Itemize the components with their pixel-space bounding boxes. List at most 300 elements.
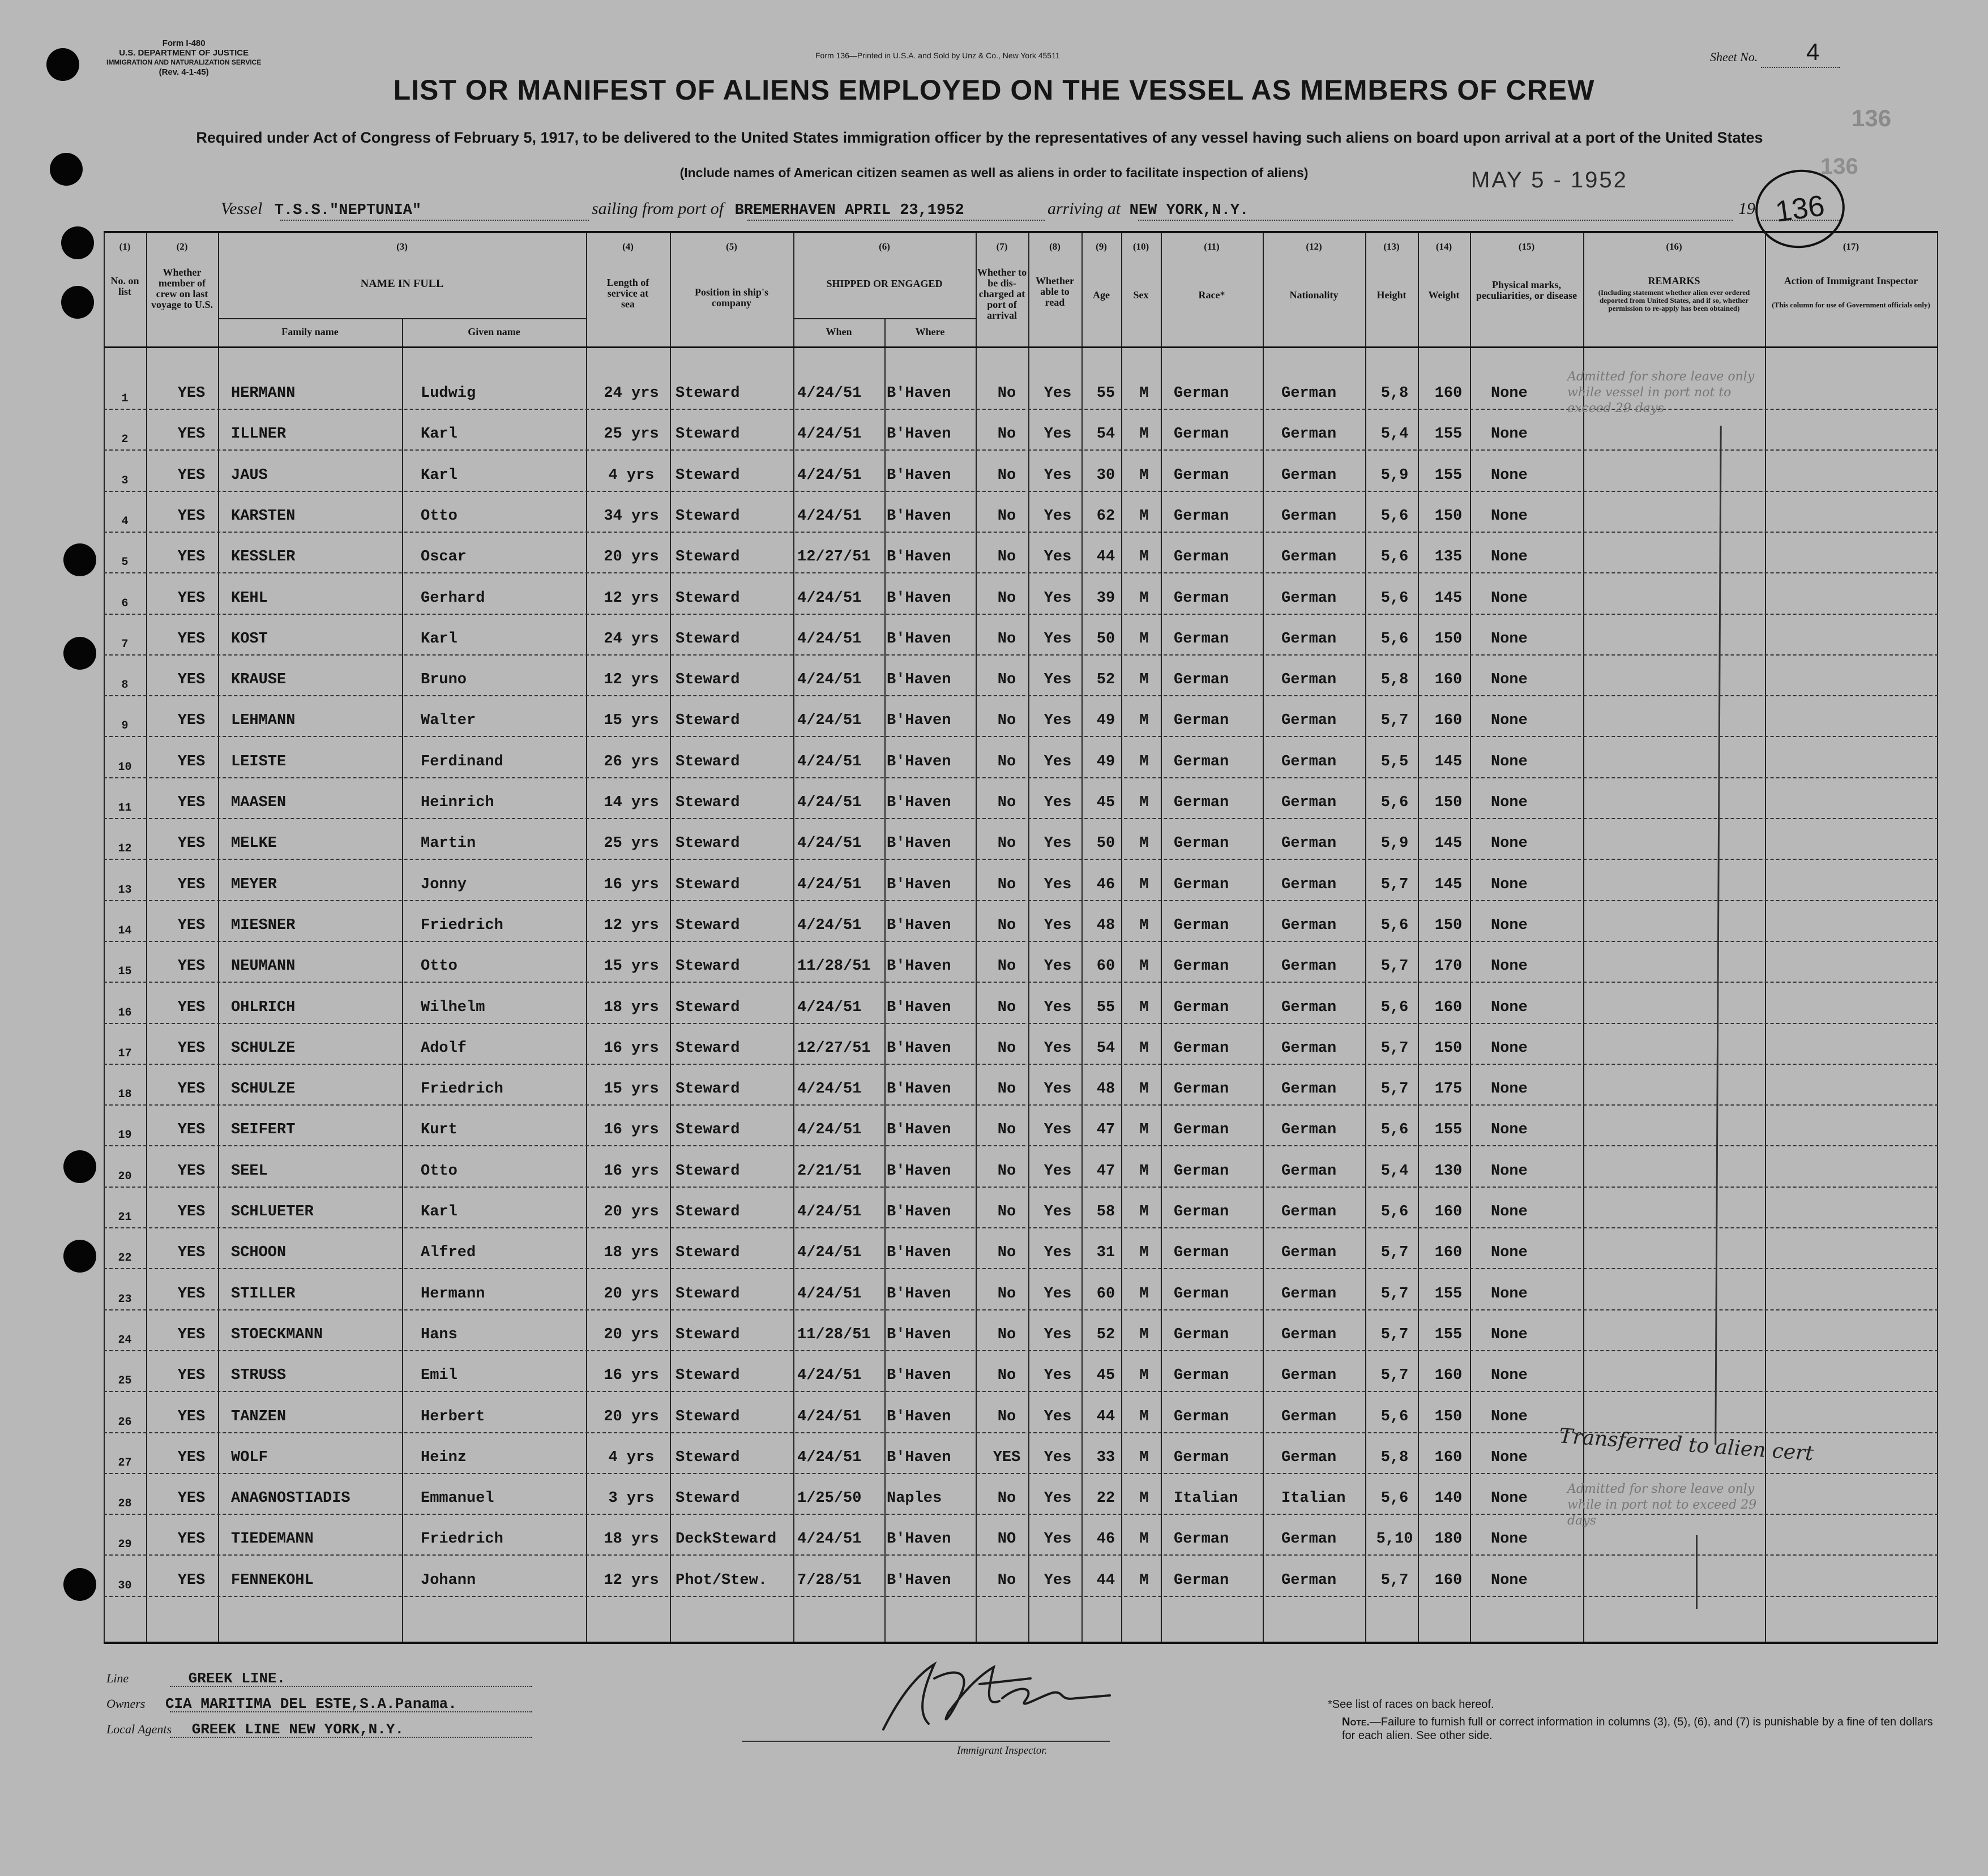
cell-race: German: [1174, 589, 1229, 607]
cell-shipped-where: B'Haven: [887, 549, 951, 566]
cell-height: 5,10: [1376, 1531, 1413, 1548]
cell-physical-marks: None: [1491, 958, 1528, 975]
cell-race: German: [1174, 1244, 1229, 1262]
cell-row-number: 4: [121, 515, 129, 528]
cell-physical-marks: None: [1491, 1081, 1528, 1098]
cell-crew-last-voyage: YES: [177, 1490, 206, 1507]
cell-shipped-when: 4/24/51: [797, 589, 862, 607]
cell-race: German: [1174, 385, 1229, 402]
cell-weight: 145: [1434, 753, 1463, 770]
col-number: (3): [396, 241, 408, 252]
cell-physical-marks: None: [1491, 1408, 1528, 1425]
cell-nationality: Italian: [1281, 1490, 1346, 1507]
col-number: (4): [622, 241, 634, 252]
cell-family-name: SCHULZE: [231, 1039, 296, 1057]
cell-crew-last-voyage: YES: [177, 1326, 206, 1343]
cell-discharged: No: [997, 1367, 1016, 1385]
table-row: [104, 1270, 1938, 1310]
cell-height: 5,8: [1380, 671, 1409, 689]
cell-height: 5,7: [1380, 1244, 1409, 1262]
cell-race: German: [1174, 507, 1229, 525]
cell-crew-last-voyage: YES: [177, 916, 206, 934]
remarks-annotation-transferred: Transferred to alien cert: [1558, 1424, 1815, 1466]
form-number: Form I-480: [162, 38, 206, 48]
cell-family-name: KARSTEN: [231, 507, 296, 525]
cell-able-to-read: Yes: [1044, 1039, 1072, 1057]
cell-shipped-where: B'Haven: [887, 426, 951, 443]
cell-length-of-service: 12 yrs: [604, 589, 659, 607]
cell-family-name: TANZEN: [231, 1408, 287, 1425]
binder-hole: [63, 1150, 96, 1183]
col-number: (10): [1132, 241, 1149, 252]
header-remarks-note: (Including statement whether alien ever ordered deported from United States, and if so, whether permission to re-apply has been obtained): [1598, 288, 1750, 312]
cell-able-to-read: Yes: [1044, 1449, 1072, 1466]
cell-nationality: German: [1281, 999, 1337, 1016]
cell-length-of-service: 12 yrs: [604, 1571, 659, 1589]
cell-sex: M: [1139, 1449, 1149, 1466]
header-physical-marks: Physical marks, peculiarities, or disease: [1476, 279, 1577, 301]
cell-shipped-where: B'Haven: [887, 1121, 951, 1139]
header-remarks: REMARKS: [1648, 275, 1700, 286]
cell-length-of-service: 25 yrs: [604, 835, 659, 853]
inspector-signature: [849, 1644, 1121, 1741]
cell-shipped-when: 11/28/51: [797, 958, 871, 975]
cell-race: German: [1174, 753, 1229, 770]
cell-height: 5,7: [1380, 1326, 1409, 1343]
cell-race: German: [1174, 426, 1229, 443]
header-nationality: Nationality: [1289, 289, 1339, 301]
cell-given-name: Hans: [421, 1326, 458, 1343]
note-label: Note.: [1342, 1716, 1370, 1728]
cell-row-number: 15: [118, 965, 132, 979]
cell-position: Steward: [676, 1449, 740, 1466]
header-weight: Weight: [1428, 289, 1460, 301]
cell-given-name: Adolf: [421, 1039, 467, 1057]
cell-discharged: No: [997, 589, 1016, 607]
cell-able-to-read: Yes: [1044, 1203, 1072, 1220]
cell-age: 44: [1096, 549, 1115, 566]
cell-length-of-service: 15 yrs: [604, 712, 659, 730]
cell-length-of-service: 20 yrs: [604, 1408, 659, 1425]
cell-shipped-when: 4/24/51: [797, 1367, 862, 1385]
cell-nationality: German: [1281, 549, 1337, 566]
cell-physical-marks: None: [1491, 999, 1528, 1016]
cell-shipped-where: B'Haven: [887, 1285, 951, 1303]
cell-able-to-read: Yes: [1044, 1285, 1072, 1303]
cell-shipped-when: 12/27/51: [797, 549, 871, 566]
cell-physical-marks: None: [1491, 671, 1528, 689]
cell-sex: M: [1139, 876, 1149, 893]
col-number: (11): [1204, 241, 1220, 252]
cell-race: German: [1174, 835, 1229, 853]
sheet-number-label: Sheet No.: [1710, 50, 1758, 64]
cell-discharged: No: [997, 835, 1016, 853]
cell-weight: 160: [1434, 1449, 1463, 1466]
cell-row-number: 20: [118, 1170, 132, 1183]
cell-shipped-where: B'Haven: [887, 916, 951, 934]
cell-age: 50: [1096, 835, 1115, 853]
cell-discharged: No: [997, 1081, 1016, 1098]
cell-physical-marks: None: [1491, 835, 1528, 853]
cell-age: 54: [1096, 426, 1115, 443]
crew-table: [104, 231, 1938, 1644]
cell-given-name: Herbert: [421, 1408, 485, 1425]
cell-physical-marks: None: [1491, 1162, 1528, 1180]
cell-row-number: 11: [118, 802, 132, 815]
cell-sex: M: [1139, 507, 1149, 525]
cell-discharged: No: [997, 671, 1016, 689]
cell-sex: M: [1139, 958, 1149, 975]
sailing-field: [592, 199, 964, 219]
cell-position: Steward: [676, 671, 740, 689]
cell-row-number: 29: [118, 1538, 132, 1552]
cell-race: German: [1174, 876, 1229, 893]
cell-nationality: German: [1281, 1531, 1337, 1548]
cell-row-number: 10: [118, 760, 132, 774]
year-label: 19: [1738, 199, 1755, 218]
cell-race: German: [1174, 1571, 1229, 1589]
col-number: (5): [726, 241, 737, 252]
cell-physical-marks: None: [1491, 916, 1528, 934]
cell-given-name: Emmanuel: [421, 1490, 494, 1507]
cell-crew-last-voyage: YES: [177, 753, 206, 770]
cell-physical-marks: None: [1491, 712, 1528, 730]
cell-height: 5,7: [1380, 712, 1409, 730]
cell-row-number: 13: [118, 883, 132, 897]
cell-position: Steward: [676, 1121, 740, 1139]
cell-given-name: Walter: [421, 712, 476, 730]
cell-race: German: [1174, 630, 1229, 648]
cell-nationality: German: [1281, 1571, 1337, 1589]
cell-race: German: [1174, 1531, 1229, 1548]
cell-family-name: SCHLUETER: [231, 1203, 314, 1220]
department-name: U.S. DEPARTMENT OF JUSTICE: [119, 48, 249, 58]
footer-owners-field: [106, 1695, 457, 1712]
binder-hole: [63, 1240, 96, 1273]
cell-length-of-service: 18 yrs: [604, 1531, 659, 1548]
page-number-stamp-faded: 136: [1820, 154, 1858, 179]
cell-age: 60: [1096, 1285, 1115, 1303]
cell-nationality: German: [1281, 1203, 1337, 1220]
cell-family-name: STRUSS: [231, 1367, 287, 1385]
cell-age: 48: [1096, 916, 1115, 934]
header-age: Age: [1093, 289, 1110, 301]
cell-age: 45: [1096, 794, 1115, 811]
cell-height: 5,4: [1380, 426, 1409, 443]
cell-crew-last-voyage: YES: [177, 507, 206, 525]
cell-able-to-read: Yes: [1044, 1081, 1072, 1098]
cell-position: Steward: [676, 1285, 740, 1303]
cell-shipped-where: B'Haven: [887, 835, 951, 853]
cell-age: 58: [1096, 1203, 1115, 1220]
cell-age: 50: [1096, 630, 1115, 648]
cell-row-number: 16: [118, 1006, 132, 1020]
cell-height: 5,6: [1380, 999, 1409, 1016]
cell-physical-marks: None: [1491, 466, 1528, 484]
cell-length-of-service: 16 yrs: [604, 1367, 659, 1385]
cell-given-name: Oscar: [421, 549, 467, 566]
cell-given-name: Otto: [421, 958, 458, 975]
cell-race: German: [1174, 916, 1229, 934]
cell-able-to-read: Yes: [1044, 1531, 1072, 1548]
cell-length-of-service: 24 yrs: [604, 630, 659, 648]
line-label: Line: [106, 1671, 129, 1685]
cell-height: 5,7: [1380, 1081, 1409, 1098]
cell-shipped-where: B'Haven: [887, 958, 951, 975]
binder-hole: [63, 543, 96, 576]
cell-given-name: Martin: [421, 835, 476, 853]
cell-nationality: German: [1281, 385, 1337, 402]
cell-nationality: German: [1281, 630, 1337, 648]
header-length-service: Length of service at sea: [606, 277, 649, 310]
cell-discharged: No: [997, 1408, 1016, 1425]
cell-weight: 130: [1434, 1162, 1463, 1180]
table-row: [104, 1351, 1938, 1392]
col-number: (12): [1306, 241, 1322, 252]
cell-shipped-when: 1/25/50: [797, 1490, 862, 1507]
cell-given-name: Jonny: [421, 876, 467, 893]
cell-family-name: TIEDEMANN: [231, 1531, 314, 1548]
cell-length-of-service: 15 yrs: [604, 1081, 659, 1098]
cell-race: German: [1174, 1121, 1229, 1139]
cell-race: German: [1174, 1203, 1229, 1220]
cell-shipped-when: 4/24/51: [797, 507, 862, 525]
header-name-in-full: NAME IN FULL: [360, 277, 444, 290]
cell-height: 5,6: [1380, 1490, 1409, 1507]
header-position: Position in ship's company: [694, 286, 769, 309]
cell-position: Steward: [676, 876, 740, 893]
cell-discharged: No: [997, 794, 1016, 811]
cell-physical-marks: None: [1491, 507, 1528, 525]
cell-crew-last-voyage: YES: [177, 876, 206, 893]
cell-given-name: Johann: [421, 1571, 476, 1589]
cell-row-number: 21: [118, 1211, 132, 1224]
cell-age: 47: [1096, 1121, 1115, 1139]
cell-sex: M: [1139, 1039, 1149, 1057]
cell-nationality: German: [1281, 794, 1337, 811]
cell-height: 5,7: [1380, 1571, 1409, 1589]
cell-nationality: German: [1281, 1162, 1337, 1180]
header-discharged: Whether to be dis-charged at port of arrival: [977, 267, 1027, 321]
line-value: GREEK LINE.: [188, 1670, 286, 1687]
cell-nationality: German: [1281, 1449, 1337, 1466]
cell-able-to-read: Yes: [1044, 1490, 1072, 1507]
page-number-stamp: 136: [1852, 105, 1892, 131]
cell-crew-last-voyage: YES: [177, 1244, 206, 1262]
cell-sex: M: [1139, 916, 1149, 934]
cell-sex: M: [1139, 753, 1149, 770]
cell-row-number: 19: [118, 1129, 132, 1142]
cell-crew-last-voyage: YES: [177, 1449, 206, 1466]
table-row: [104, 615, 1938, 656]
cell-nationality: German: [1281, 1367, 1337, 1385]
cell-weight: 145: [1434, 835, 1463, 853]
cell-given-name: Karl: [421, 466, 458, 484]
cell-weight: 160: [1434, 999, 1463, 1016]
cell-age: 45: [1096, 1367, 1115, 1385]
cell-position: Steward: [676, 1244, 740, 1262]
cell-row-number: 23: [118, 1292, 132, 1306]
cell-able-to-read: Yes: [1044, 835, 1072, 853]
cell-discharged: No: [997, 630, 1016, 648]
cell-crew-last-voyage: YES: [177, 589, 206, 607]
cell-row-number: 14: [118, 924, 132, 937]
binder-hole: [61, 226, 94, 259]
cell-position: Phot/Stew.: [676, 1571, 768, 1589]
cell-able-to-read: Yes: [1044, 753, 1072, 770]
cell-shipped-where: B'Haven: [887, 1081, 951, 1098]
table-row: [104, 860, 1938, 901]
cell-length-of-service: 4 yrs: [608, 1449, 655, 1466]
cell-shipped-when: 4/24/51: [797, 1408, 862, 1425]
cell-discharged: No: [997, 712, 1016, 730]
header-race: Race*: [1198, 289, 1225, 301]
cell-shipped-where: B'Haven: [887, 1203, 951, 1220]
cell-weight: 155: [1434, 1326, 1463, 1343]
cell-length-of-service: 20 yrs: [604, 549, 659, 566]
cell-race: Italian: [1174, 1490, 1238, 1507]
cell-physical-marks: None: [1491, 589, 1528, 607]
cell-sex: M: [1139, 1408, 1149, 1425]
cell-physical-marks: None: [1491, 630, 1528, 648]
table-row: [104, 696, 1938, 737]
remarks-annotation-shore-leave: Admitted for shore leave only while vessel in port not to exceed 29 days: [1567, 370, 1755, 416]
cell-height: 5,6: [1380, 1121, 1409, 1139]
circled-page-number: 136: [1750, 164, 1850, 254]
cell-age: 39: [1096, 589, 1115, 607]
cell-sex: M: [1139, 835, 1149, 853]
cell-sex: M: [1139, 1531, 1149, 1548]
cell-weight: 160: [1434, 1244, 1463, 1262]
cell-physical-marks: None: [1491, 1039, 1528, 1057]
cell-age: 44: [1096, 1571, 1115, 1589]
cell-able-to-read: Yes: [1044, 1367, 1072, 1385]
cell-discharged: No: [997, 1244, 1016, 1262]
cell-height: 5,7: [1380, 1367, 1409, 1385]
cell-position: Steward: [676, 753, 740, 770]
cell-physical-marks: None: [1491, 753, 1528, 770]
table-row: [104, 1556, 1938, 1597]
cell-length-of-service: 16 yrs: [604, 1121, 659, 1139]
cell-shipped-when: 4/24/51: [797, 1203, 862, 1220]
cell-nationality: German: [1281, 671, 1337, 689]
cell-position: Steward: [676, 999, 740, 1016]
cell-shipped-when: 4/24/51: [797, 426, 862, 443]
cell-weight: 150: [1434, 1408, 1463, 1425]
cell-crew-last-voyage: YES: [177, 1408, 206, 1425]
cell-height: 5,8: [1380, 1449, 1409, 1466]
cell-shipped-where: B'Haven: [887, 1244, 951, 1262]
cell-length-of-service: 25 yrs: [604, 426, 659, 443]
cell-length-of-service: 20 yrs: [604, 1285, 659, 1303]
cell-shipped-when: 4/24/51: [797, 1081, 862, 1098]
cell-height: 5,7: [1380, 876, 1409, 893]
cell-given-name: Gerhard: [421, 589, 485, 607]
vessel-label: Vessel: [221, 199, 263, 218]
cell-crew-last-voyage: YES: [177, 385, 206, 402]
cell-age: 33: [1096, 1449, 1115, 1466]
cell-nationality: German: [1281, 916, 1337, 934]
cell-sex: M: [1139, 1162, 1149, 1180]
cell-family-name: WOLF: [231, 1449, 268, 1466]
cell-sex: M: [1139, 1326, 1149, 1343]
cell-height: 5,6: [1380, 794, 1409, 811]
cell-able-to-read: Yes: [1044, 630, 1072, 648]
cell-sex: M: [1139, 426, 1149, 443]
cell-physical-marks: None: [1491, 1449, 1528, 1466]
cell-discharged: No: [997, 1326, 1016, 1343]
cell-given-name: Bruno: [421, 671, 467, 689]
cell-nationality: German: [1281, 835, 1337, 853]
cell-shipped-when: 4/24/51: [797, 835, 862, 853]
cell-given-name: Hermann: [421, 1285, 485, 1303]
cell-weight: 160: [1434, 671, 1463, 689]
header-height: Height: [1376, 289, 1406, 301]
cell-position: Steward: [676, 630, 740, 648]
cell-shipped-where: B'Haven: [887, 753, 951, 770]
cell-nationality: German: [1281, 958, 1337, 975]
cell-race: German: [1174, 1039, 1229, 1057]
cell-weight: 180: [1434, 1531, 1463, 1548]
cell-able-to-read: Yes: [1044, 1121, 1072, 1139]
cell-family-name: JAUS: [231, 466, 268, 484]
cell-able-to-read: Yes: [1044, 549, 1072, 566]
cell-position: Steward: [676, 1039, 740, 1057]
cell-position: Steward: [676, 1490, 740, 1507]
col-number: (7): [996, 241, 1008, 252]
cell-age: 49: [1096, 712, 1115, 730]
cell-given-name: Kurt: [421, 1121, 458, 1139]
cell-able-to-read: Yes: [1044, 1408, 1072, 1425]
cell-able-to-read: Yes: [1044, 1244, 1072, 1262]
col-number: (15): [1518, 241, 1535, 252]
cell-length-of-service: 20 yrs: [604, 1326, 659, 1343]
cell-race: German: [1174, 958, 1229, 975]
cell-shipped-where: B'Haven: [887, 385, 951, 402]
col-number: (16): [1666, 241, 1682, 252]
cell-sex: M: [1139, 1490, 1149, 1507]
subtitle: Required under Act of Congress of February 5, 1917, to be delivered to the United States immigration officer by the representatives of any vessel having such aliens on board upon arrival at a port of the United States: [196, 129, 1763, 146]
cell-shipped-when: 4/24/51: [797, 466, 862, 484]
cell-given-name: Alfred: [421, 1244, 476, 1262]
cell-able-to-read: Yes: [1044, 507, 1072, 525]
cell-able-to-read: Yes: [1044, 671, 1072, 689]
footer-line-field: [106, 1670, 285, 1687]
cell-shipped-when: 2/21/51: [797, 1162, 862, 1180]
inspector-label: Immigrant Inspector.: [957, 1745, 1048, 1757]
cell-sex: M: [1139, 794, 1149, 811]
cell-given-name: Heinz: [421, 1449, 467, 1466]
cell-length-of-service: 12 yrs: [604, 671, 659, 689]
cell-discharged: YES: [993, 1449, 1021, 1466]
table-row: [104, 1393, 1938, 1433]
cell-age: 55: [1096, 385, 1115, 402]
cell-shipped-when: 4/24/51: [797, 999, 862, 1016]
cell-position: Steward: [676, 466, 740, 484]
cell-race: German: [1174, 1449, 1229, 1466]
cell-race: German: [1174, 1367, 1229, 1385]
cell-weight: 155: [1434, 426, 1463, 443]
cell-age: 48: [1096, 1081, 1115, 1098]
cell-family-name: FENNEKOHL: [231, 1571, 314, 1589]
binder-hole: [63, 1568, 96, 1601]
cell-discharged: No: [997, 1203, 1016, 1220]
cell-sex: M: [1139, 999, 1149, 1016]
cell-age: 46: [1096, 876, 1115, 893]
cell-age: 54: [1096, 1039, 1115, 1057]
signature-line: [742, 1741, 1110, 1742]
footer-agents-field: [106, 1721, 404, 1738]
